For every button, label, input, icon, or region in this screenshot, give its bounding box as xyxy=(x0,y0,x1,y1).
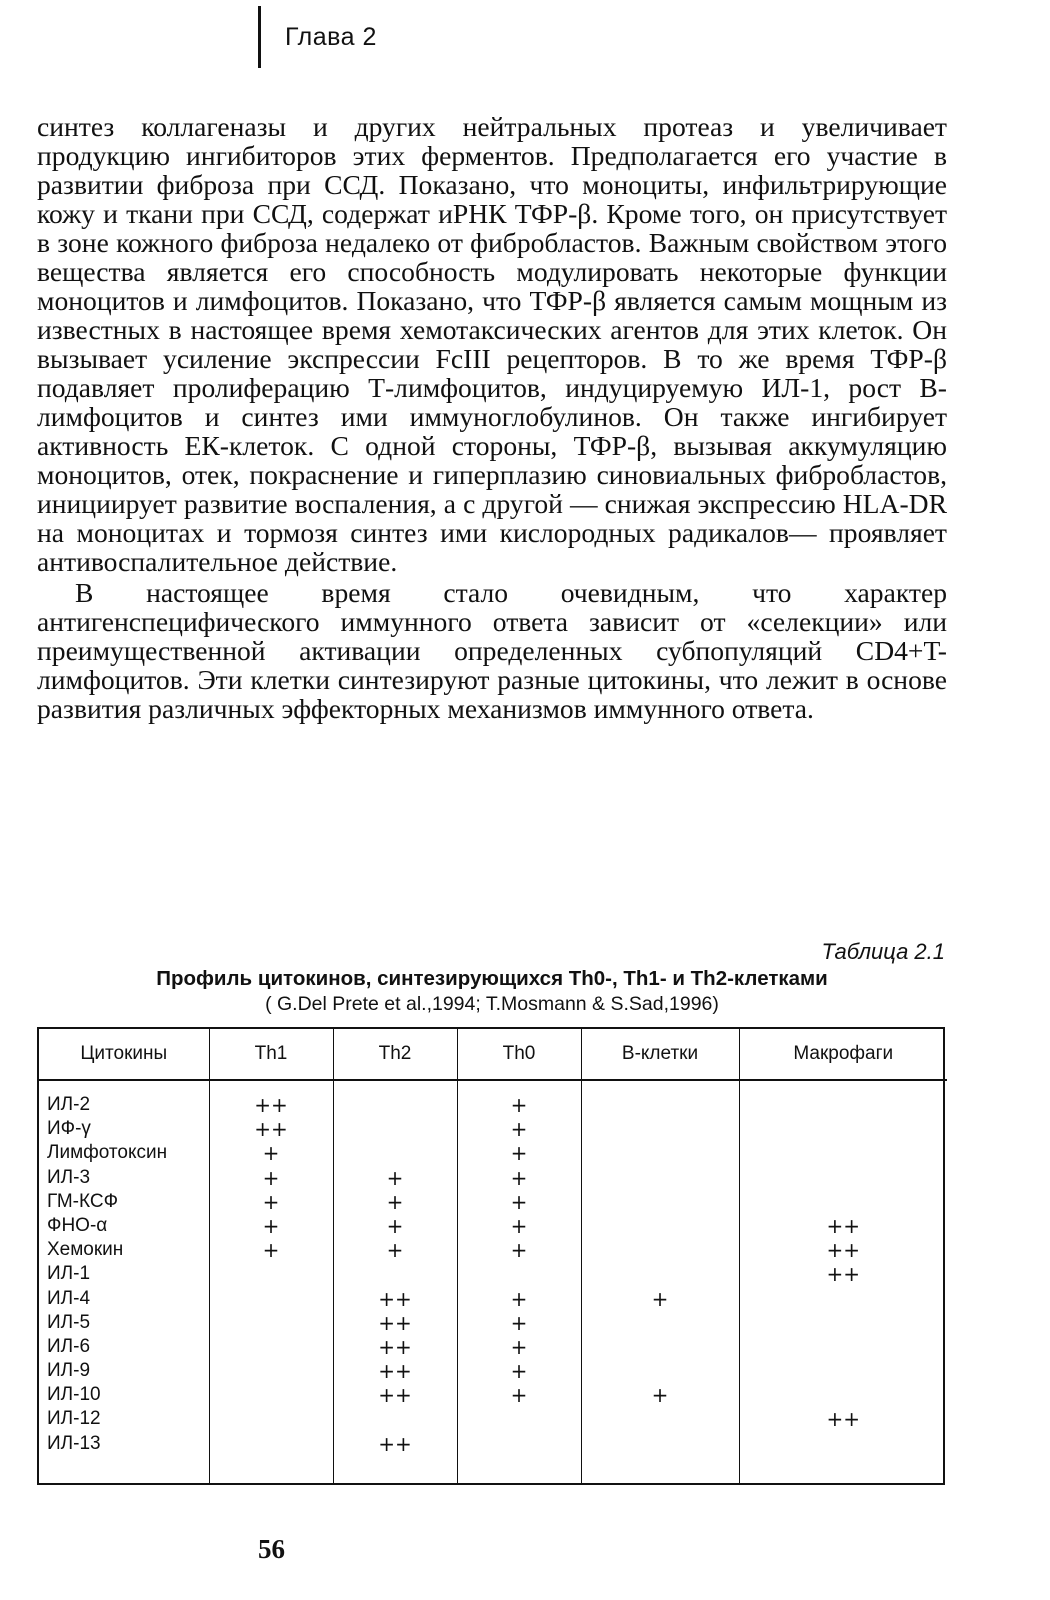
table-header-row xyxy=(39,1029,947,1080)
body-text xyxy=(37,112,947,723)
th1-value: + xyxy=(262,1189,280,1214)
th0-value: + xyxy=(510,1165,528,1190)
cytokine-name: ИЛ-13 xyxy=(47,1432,101,1454)
th1-value: ++ xyxy=(254,1117,288,1142)
header-rule xyxy=(258,6,261,68)
th0-value: + xyxy=(510,1359,528,1384)
th0-value: + xyxy=(510,1334,528,1359)
th0-value xyxy=(458,1262,581,1286)
b-cells-value xyxy=(582,1238,739,1262)
cytokine-name: ИЛ-2 xyxy=(47,1094,91,1115)
header-macrophages: Макрофаги xyxy=(739,1029,947,1080)
macrophages-value xyxy=(740,1432,948,1456)
th0-value: + xyxy=(510,1189,528,1214)
th2-value: ++ xyxy=(378,1334,412,1359)
b-cells-value xyxy=(582,1311,739,1335)
table-body-row xyxy=(39,1080,947,1483)
th0-value xyxy=(458,1432,581,1456)
th2-value xyxy=(334,1117,457,1141)
macrophages-value xyxy=(740,1335,948,1359)
cytokine-name: ИЛ-9 xyxy=(47,1360,91,1382)
b-cells-value xyxy=(582,1166,739,1190)
cytokine-name: ИЛ-6 xyxy=(47,1335,91,1357)
cytokine-name: ИЛ-3 xyxy=(47,1166,91,1188)
th0-value: + xyxy=(510,1117,528,1142)
column-th0 xyxy=(457,1080,581,1483)
macrophages-value: ++ xyxy=(826,1407,860,1432)
th0-value: + xyxy=(510,1213,528,1238)
table-source: ( G.Del Prete et al.,1994; T.Mosmann & S.Sad,1996) xyxy=(265,993,719,1015)
cytokine-name: Лимфотоксин xyxy=(47,1142,168,1164)
header-th2: Th2 xyxy=(333,1029,457,1080)
cytokine-name: ИФ-γ xyxy=(47,1118,91,1140)
header-b-cells: В-клетки xyxy=(581,1029,739,1080)
th2-value xyxy=(334,1407,457,1431)
th0-value: + xyxy=(510,1286,528,1311)
macrophages-value xyxy=(740,1190,948,1214)
macrophages-value xyxy=(740,1311,948,1335)
macrophages-value xyxy=(740,1383,948,1407)
chapter-title: Глава 2 xyxy=(285,22,377,51)
th0-value: + xyxy=(510,1093,528,1117)
th2-value xyxy=(334,1093,457,1117)
th2-value xyxy=(334,1262,457,1286)
table-label: Таблица 2.1 xyxy=(821,939,945,964)
th0-value: + xyxy=(510,1238,528,1263)
th2-value: ++ xyxy=(378,1359,412,1384)
b-cells-value xyxy=(582,1359,739,1383)
th1-value: + xyxy=(262,1141,280,1166)
running-header xyxy=(258,6,377,68)
macrophages-value xyxy=(740,1141,948,1165)
th2-value: ++ xyxy=(378,1310,412,1335)
column-th1 xyxy=(209,1080,333,1483)
th0-value: + xyxy=(510,1141,528,1166)
th2-value xyxy=(334,1141,457,1165)
column-macrophages xyxy=(739,1080,947,1483)
b-cells-value: + xyxy=(651,1286,669,1311)
th1-value xyxy=(210,1359,333,1383)
macrophages-value xyxy=(740,1287,948,1311)
th1-value xyxy=(210,1335,333,1359)
b-cells-value: + xyxy=(651,1383,669,1408)
macrophages-value xyxy=(740,1166,948,1190)
header-th1: Th1 xyxy=(209,1029,333,1080)
cytokine-name: Хемокин xyxy=(47,1239,124,1261)
page-number: 56 xyxy=(258,1534,285,1564)
b-cells-value xyxy=(582,1117,739,1141)
b-cells-value xyxy=(582,1335,739,1359)
th1-value xyxy=(210,1287,333,1311)
cytokine-name: ГМ-КСФ xyxy=(47,1190,119,1212)
column-b-cells xyxy=(581,1080,739,1483)
paragraph-1: синтез коллагеназы и других нейтральных протеаз и увеличивает продукцию ингибиторов этих ферментов. Предполагается его участие в развитии фиброза при ССД. Показано, что моноциты, инфильтрирующие кожу и ткани при ССД, содержат иРНК ТФР-β. Кроме того, он присутствует в зоне кожного фиброза недалеко от фибробластов. Важным свойством этого вещества является его способность модулировать некоторые функции моноцитов и лимфоцитов. Показано, что ТФР-β является самым мощным из известных в настоящее время хемотаксических агентов для этих клеток. Он вызывает усиление экспрессии FcIII рецепторов. В то же время ТФР-β подавляет пролиферацию Т-лимфоцитов, индуцируемую ИЛ-1, рост В-лимфоцитов и синтез ими иммуноглобулинов. Он также ингибирует активность ЕК-клеток. С одной стороны, ТФР-β, вызывая аккумуляцию моноцитов, отек, покраснение и гиперплазию синовиальных фибробластов, инициирует развитие воспаления, а с другой — снижая экспрессию HLA-DR на моноцитах и тормозя синтез ими кислородных радикалов— проявляет антивоспалительное действие. xyxy=(37,111,947,577)
cytokine-name: ИЛ-5 xyxy=(47,1311,91,1333)
b-cells-value xyxy=(582,1093,739,1117)
th1-value xyxy=(210,1311,333,1335)
b-cells-value xyxy=(582,1214,739,1238)
paragraph-2: В настоящее время стало очевидным, что характер антигенспецифического иммунного ответа зависит от «селекции» или преимущественной активации определенных субпопуляций CD4+T-лимфоцитов. Эти клетки синтезируют разные цитокины, что лежит в основе развития различных эффекторных механизмов иммунного ответа. xyxy=(37,577,947,724)
macrophages-value xyxy=(740,1093,948,1117)
macrophages-value: ++ xyxy=(826,1262,860,1287)
cytokine-name: ИЛ-12 xyxy=(47,1408,101,1430)
th1-value: + xyxy=(262,1213,280,1238)
b-cells-value xyxy=(582,1432,739,1456)
th0-value: + xyxy=(510,1310,528,1335)
macrophages-value xyxy=(740,1359,948,1383)
cytokine-table xyxy=(37,1027,945,1485)
th1-value: + xyxy=(262,1238,280,1263)
macrophages-value xyxy=(740,1117,948,1141)
b-cells-value xyxy=(582,1190,739,1214)
th1-value xyxy=(210,1262,333,1286)
th0-value: + xyxy=(510,1383,528,1408)
b-cells-value xyxy=(582,1407,739,1431)
th1-value: ++ xyxy=(254,1093,288,1117)
table-title: Профиль цитокинов, синтезирующихся Th0-, Th1- и Th2-клетками xyxy=(156,967,828,990)
th0-value xyxy=(458,1407,581,1431)
header-th0: Th0 xyxy=(457,1029,581,1080)
column-cytokines xyxy=(39,1080,209,1483)
cytokine-name: ИЛ-10 xyxy=(47,1384,101,1406)
column-th2 xyxy=(333,1080,457,1483)
macrophages-value: ++ xyxy=(826,1238,860,1263)
th1-value xyxy=(210,1432,333,1456)
th2-value: ++ xyxy=(378,1431,412,1456)
th2-value: + xyxy=(386,1213,404,1238)
b-cells-value xyxy=(582,1262,739,1286)
th1-value xyxy=(210,1383,333,1407)
th1-value: + xyxy=(262,1165,280,1190)
th2-value: + xyxy=(386,1238,404,1263)
cytokine-name: ФНО-α xyxy=(47,1214,108,1236)
cytokine-name: ИЛ-1 xyxy=(47,1263,91,1285)
header-cytokines: Цитокины xyxy=(39,1029,209,1080)
cytokine-name: ИЛ-4 xyxy=(47,1287,91,1309)
th2-value: + xyxy=(386,1189,404,1214)
th2-value: ++ xyxy=(378,1286,412,1311)
th1-value xyxy=(210,1407,333,1431)
th2-value: + xyxy=(386,1165,404,1190)
macrophages-value: ++ xyxy=(826,1213,860,1238)
th2-value: ++ xyxy=(378,1383,412,1408)
b-cells-value xyxy=(582,1141,739,1165)
